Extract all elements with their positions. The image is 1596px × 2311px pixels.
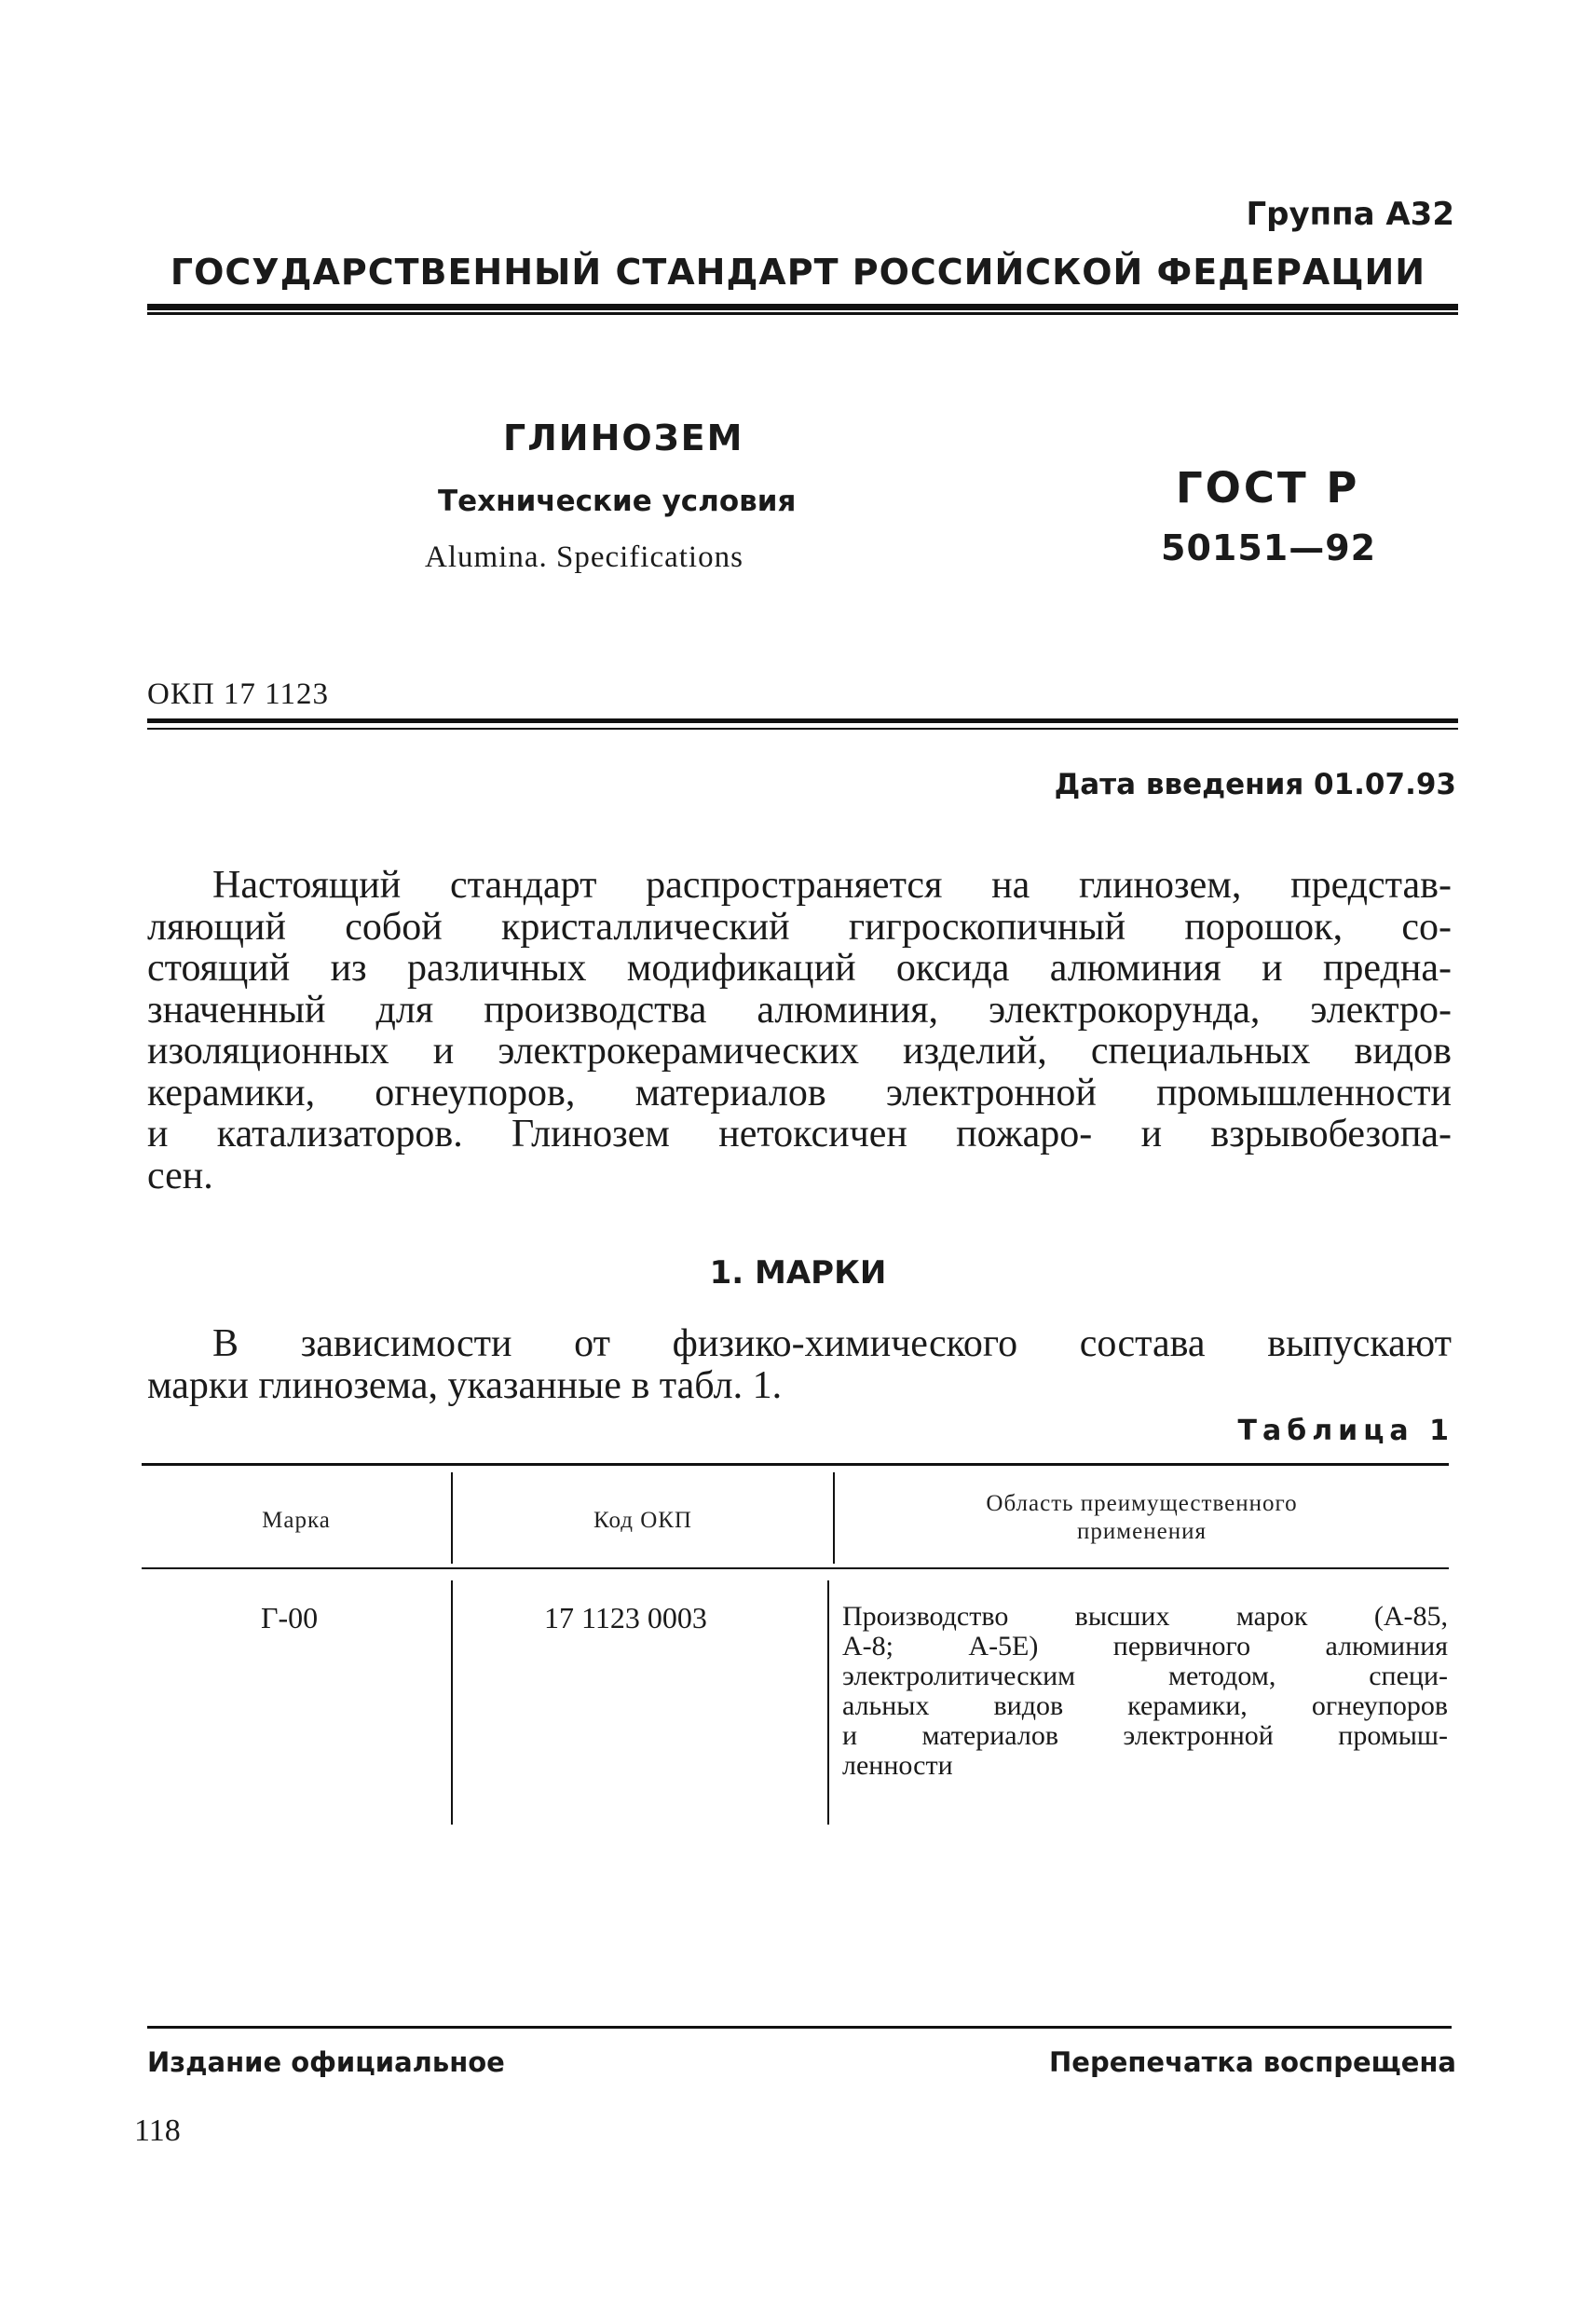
table-column-divider: [827, 1580, 829, 1825]
header-divider-secondary: [147, 312, 1458, 315]
cell-application: [842, 1602, 1448, 1781]
header-application-cont: применения: [1077, 1519, 1207, 1544]
cell-line: электролитическим методом, специ-: [842, 1661, 1448, 1691]
gost-designation: ГОСТ Р: [1176, 463, 1360, 513]
cell-line: Производство высших марок (А-85,: [842, 1601, 1448, 1632]
paragraph-line: изоляционных и электрокерамических изделий, специальных видов: [147, 1030, 1452, 1073]
section-paragraph: [147, 1323, 1452, 1406]
paragraph-line: В зависимости от физико-химического состава выпускают: [212, 1322, 1452, 1365]
cell-line: ленности: [842, 1750, 953, 1781]
introduction-date: Дата введения 01.07.93: [1054, 768, 1456, 801]
header-mark: Марка: [262, 1508, 331, 1533]
cell-line: А-8; А-5Е) первичного алюминия: [842, 1631, 1448, 1661]
table-column-divider: [833, 1472, 835, 1564]
header-application: Область преимущественного: [986, 1491, 1298, 1516]
paragraph-line: сен.: [147, 1154, 213, 1197]
document-name: ГЛИНОЗЕМ: [503, 417, 744, 458]
official-edition-note: Издание официальное: [147, 2046, 505, 2078]
document-subtitle: Технические условия: [438, 485, 797, 518]
cell-line: альных видов керамики, огнеупоров: [842, 1690, 1448, 1721]
paragraph-line: керамики, огнеупоров, материалов электронной промышленности: [147, 1071, 1452, 1114]
cell-line: и материалов электронной промыш-: [842, 1720, 1448, 1751]
table-top-border: [142, 1463, 1449, 1466]
page-number: 118: [134, 2113, 181, 2148]
okp-divider-secondary: [147, 728, 1458, 730]
okp-divider: [147, 718, 1458, 723]
paragraph-line: ляющий собой кристаллический гигроскопичный порошок, со-: [147, 905, 1452, 949]
paragraph-line: Настоящий стандарт распространяется на глинозем, представ-: [212, 864, 1452, 907]
reprint-prohibited-note: Перепечатка воспрещена: [1049, 2046, 1456, 2078]
header-divider: [147, 304, 1458, 310]
paragraph-line: и катализаторов. Глинозем нетоксичен пожаро- и взрывобезопа-: [147, 1113, 1452, 1156]
paragraph-line: марки глинозема, указанные в табл. 1.: [147, 1363, 783, 1407]
footer-divider: [147, 2026, 1452, 2029]
table-column-divider: [451, 1580, 453, 1825]
section-title: 1. МАРКИ: [709, 1254, 887, 1292]
header-okp-code: Код ОКП: [593, 1508, 692, 1533]
state-standard-title: ГОСУДАРСТВЕННЫЙ СТАНДАРТ РОССИЙСКОЙ ФЕДЕРАЦИИ: [170, 252, 1426, 293]
paragraph-line: стоящий из различных модификаций оксида алюминия и предна-: [147, 947, 1452, 990]
intro-paragraph: [147, 865, 1452, 1197]
table-label: Таблица 1: [1237, 1415, 1454, 1447]
english-title: Alumina. Specifications: [425, 540, 743, 574]
paragraph-line: значенный для производства алюминия, электрокорунда, электро-: [147, 988, 1452, 1032]
cell-okp-code: 17 1123 0003: [544, 1601, 707, 1634]
group-code: Группа А32: [1246, 196, 1454, 233]
gost-number: 50151—92: [1161, 527, 1377, 568]
table-header-border: [142, 1567, 1449, 1569]
cell-mark: Г-00: [261, 1601, 319, 1634]
okp-code: ОКП 17 1123: [147, 677, 329, 711]
